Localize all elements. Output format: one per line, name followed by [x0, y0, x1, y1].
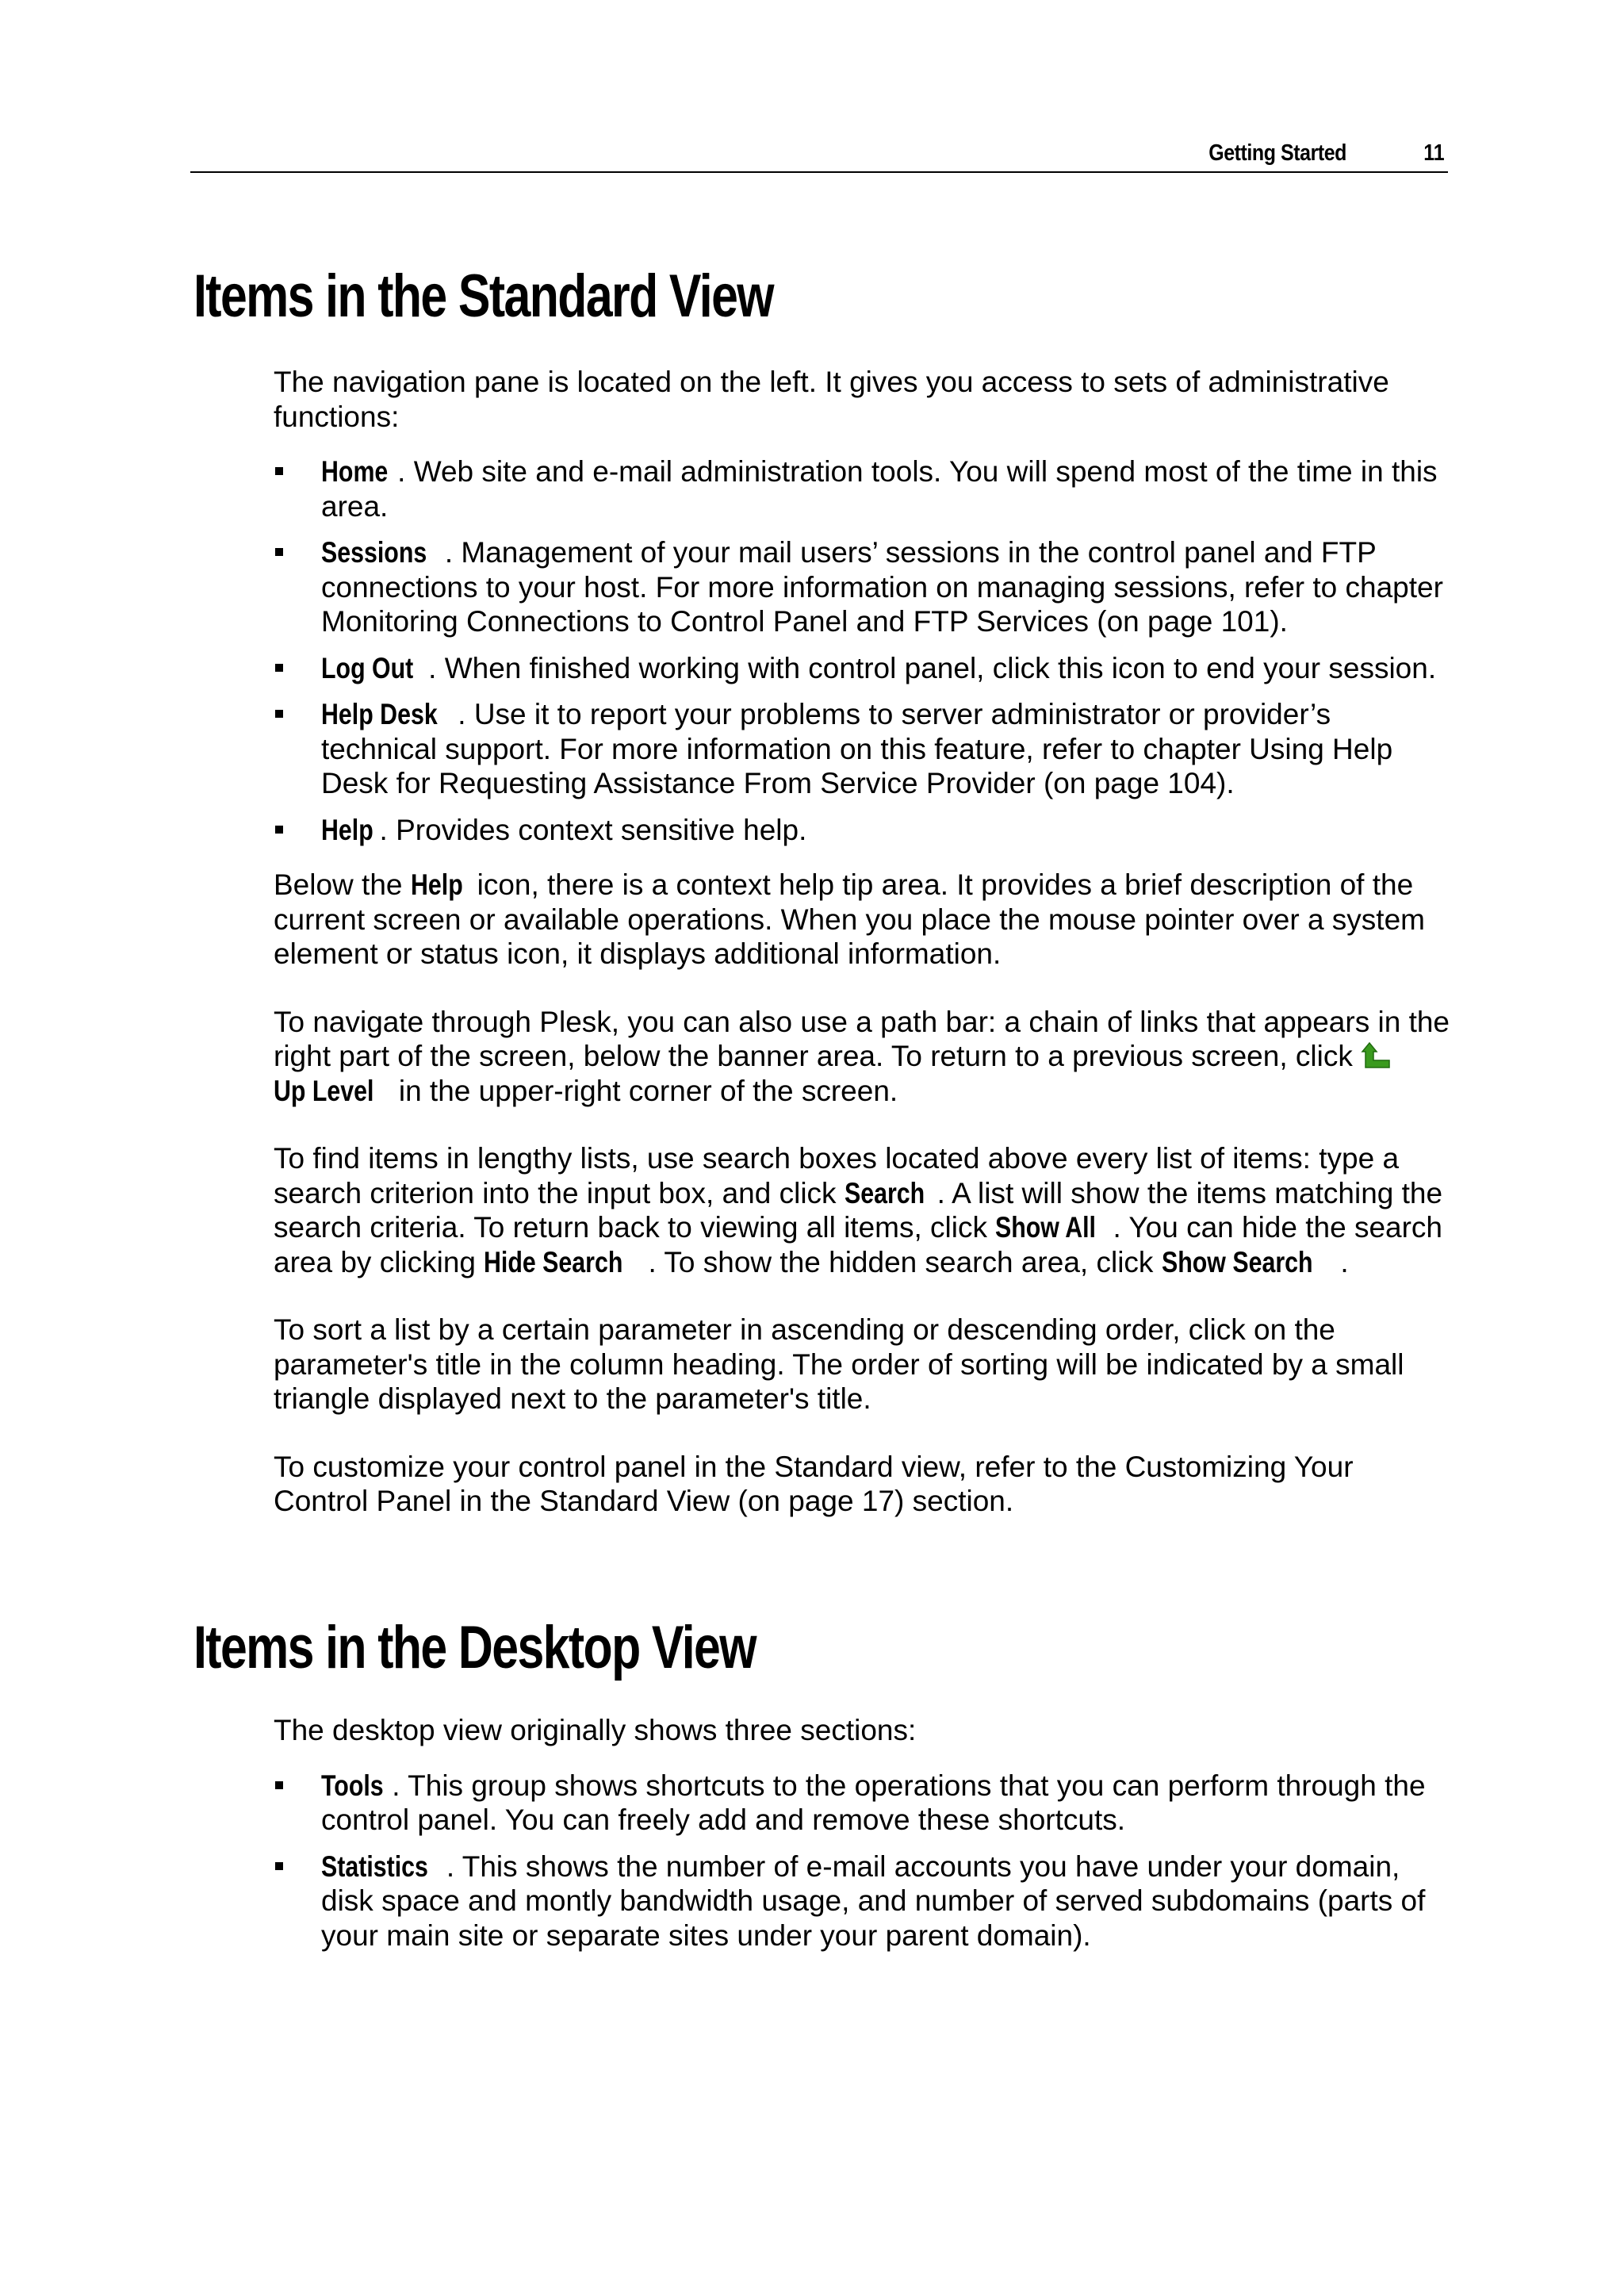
list-item-term: Help — [321, 813, 373, 846]
list-item-text: . Web site and e-mail administration tools. You will spend most of the time in this area. — [321, 455, 1438, 523]
list-item-term: Home — [321, 455, 389, 488]
show-search-term: Show Search — [1161, 1245, 1313, 1278]
up-level-term: Up Level — [274, 1074, 374, 1107]
bullet-icon — [275, 467, 283, 475]
list-item — [274, 697, 1451, 801]
text-run: To navigate through Plesk, you can also use a path bar: a chain of links that appears in the right part of the screen, below the banner area. To return to a previous screen, click — [274, 1005, 1450, 1072]
running-header — [190, 135, 1448, 173]
list-item-term: Help Desk — [321, 698, 438, 730]
list-item-text: . Management of your mail users’ sessions in the control panel and FTP connections to your host. For more information on managing sessions, refer to chapter Monitoring Connections to Control Panel and FTP Services (on page 101). — [321, 536, 1443, 638]
help-tip-paragraph — [274, 868, 1451, 972]
up-level-arrow-icon — [1361, 1041, 1391, 1069]
standard-view-body — [274, 365, 1451, 1519]
section-heading-standard-view: Items in the Standard View — [193, 263, 773, 330]
search-term: Search — [844, 1176, 925, 1209]
list-item-text: . This shows the number of e-mail accounts you have under your domain, disk space and montly bandwidth usage, and number of served subdomains (parts of your main site or separate sites under your parent domain). — [321, 1849, 1426, 1952]
bullet-icon — [275, 1781, 283, 1789]
bullet-icon — [275, 548, 283, 556]
bullet-icon — [275, 1862, 283, 1870]
list-item-text: . When finished working with control panel, click this icon to end your session. — [428, 651, 1437, 684]
list-item-term: Tools — [321, 1769, 384, 1802]
text-run: . You can hide the search area by clicking — [274, 1211, 1443, 1278]
text-run: To find items in lengthy lists, use search boxes located above every list of items: type a search criterion into the input box, and click — [274, 1142, 1400, 1209]
customize-paragraph: To customize your control panel in the Standard view, refer to the Customizing Your Control Panel in the Standard View (on page 17) section. — [274, 1450, 1354, 1517]
list-item-term: Log Out — [321, 651, 414, 684]
text-run: in the upper-right corner of the screen. — [390, 1074, 898, 1107]
text-run: Below the — [274, 868, 411, 901]
list-item — [274, 1849, 1451, 1953]
list-item-term: Sessions — [321, 536, 427, 569]
search-paragraph — [274, 1141, 1451, 1279]
desktop-intro: The desktop view originally shows three sections: — [274, 1714, 917, 1746]
section-heading-desktop-view: Items in the Desktop View — [193, 1614, 756, 1681]
text-run: . — [1340, 1245, 1349, 1278]
desktop-sections-list — [274, 1769, 1451, 1953]
list-item-text: . Use it to report your problems to server administrator or provider’s technical support. For more information on this feature, refer to chapter Using Help Desk for Requesting Assistance From Service Provider (on page 104). — [321, 698, 1393, 799]
list-item — [274, 1769, 1451, 1838]
help-term: Help — [410, 868, 463, 901]
list-item — [274, 651, 1451, 686]
standard-nav-list — [274, 454, 1451, 847]
desktop-view-body — [274, 1713, 1451, 1953]
show-all-term: Show All — [995, 1211, 1097, 1244]
list-item-text: . Provides context sensitive help. — [379, 813, 807, 846]
text-run: . A list will show the items matching the search criteria. To return back to viewing all items, click — [274, 1176, 1443, 1244]
page-number: 11 — [1423, 140, 1445, 166]
running-header-title: Getting Started — [1208, 140, 1346, 166]
bullet-icon — [275, 826, 283, 834]
text-run: icon, there is a context help tip area. It provides a brief description of the current screen or available operations. When you place the mouse pointer over a system element or status icon, it displays additional information. — [274, 868, 1425, 970]
path-bar-paragraph — [274, 1005, 1451, 1109]
bullet-icon — [275, 710, 283, 718]
sort-paragraph: To sort a list by a certain parameter in ascending or descending order, click on the parameter's title in the column heading. The order of sorting will be indicated by a small triangle displayed next to the parameter's title. — [274, 1313, 1404, 1415]
list-item-term: Statistics — [321, 1849, 428, 1883]
hide-search-term: Hide Search — [484, 1245, 623, 1278]
standard-intro: The navigation pane is located on the left. It gives you access to sets of administrative functions: — [274, 366, 1389, 433]
text-run: . To show the hidden search area, click — [648, 1245, 1162, 1278]
list-item-text: . This group shows shortcuts to the operations that you can perform through the control panel. You can freely add and remove these shortcuts. — [321, 1769, 1426, 1836]
list-item — [274, 454, 1451, 523]
bullet-icon — [275, 664, 283, 672]
list-item — [274, 813, 1451, 848]
list-item — [274, 535, 1451, 639]
